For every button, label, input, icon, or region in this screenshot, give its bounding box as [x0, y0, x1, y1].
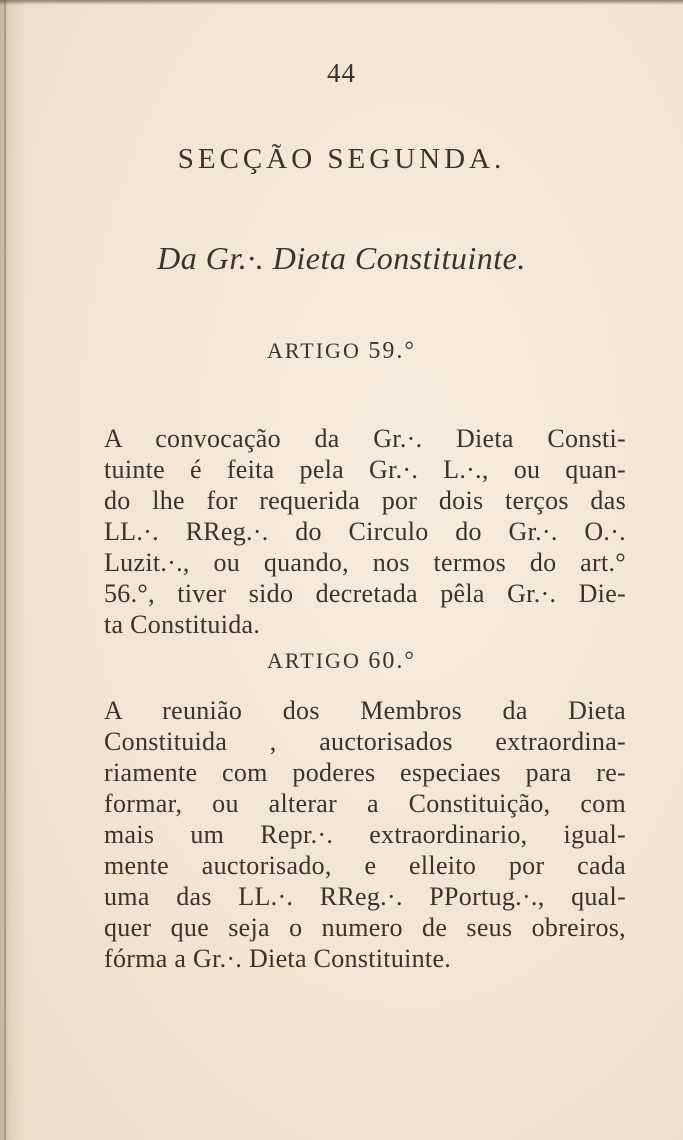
- article-text-line: 56.°, tiver sido decretada pêla Gr.·. Die-: [104, 579, 626, 608]
- article-text-line: A reunião dos Membros da Dieta: [104, 696, 626, 725]
- article-number: 60.°: [368, 648, 416, 674]
- article-heading-label: ARTIGO: [267, 648, 361, 673]
- article-text-line: quer que seja o numero de seus obreiros,: [104, 913, 626, 942]
- article-heading-label: ARTIGO: [267, 338, 361, 363]
- article-number: 59.°: [368, 338, 416, 364]
- article-heading: [0, 648, 683, 675]
- section-subtitle: Da Gr.·. Dieta Constituinte.: [157, 240, 526, 276]
- article-text-line: mente auctorisado, e elleito por cada: [104, 851, 626, 880]
- article-text-line: LL.·. RReg.·. do Circulo do Gr.·. O.·.: [104, 517, 626, 546]
- article-text-line: formar, ou alterar a Constituição, com: [104, 789, 626, 818]
- article-text-line: do lhe for requerida por dois terços das: [104, 486, 626, 515]
- article-text-line: Constituida , auctorisados extraordina-: [104, 727, 626, 756]
- page-top-edge: [0, 0, 683, 5]
- article-text-line: Luzit.·., ou quando, nos termos do art.°: [104, 548, 626, 577]
- article-text-line: A convocação da Gr.·. Dieta Consti-: [104, 424, 626, 453]
- article-text-line: uma das LL.·. RReg.·. PPortug.·., qual-: [104, 882, 626, 911]
- article-text-line: mais um Repr.·. extraordinario, igual-: [104, 820, 626, 849]
- page-number: 44: [327, 58, 356, 88]
- article-text-line: tuinte é feita pela Gr.·. L.·., ou quan-: [104, 455, 626, 484]
- article-text-line: riamente com poderes especiaes para re-: [104, 758, 626, 787]
- article-heading: [0, 338, 683, 365]
- article-text-line: fórma a Gr.·. Dieta Constituinte.: [104, 944, 452, 973]
- section-title: SECÇÃO SEGUNDA.: [177, 143, 506, 175]
- article-text-line: ta Constituida.: [104, 610, 261, 639]
